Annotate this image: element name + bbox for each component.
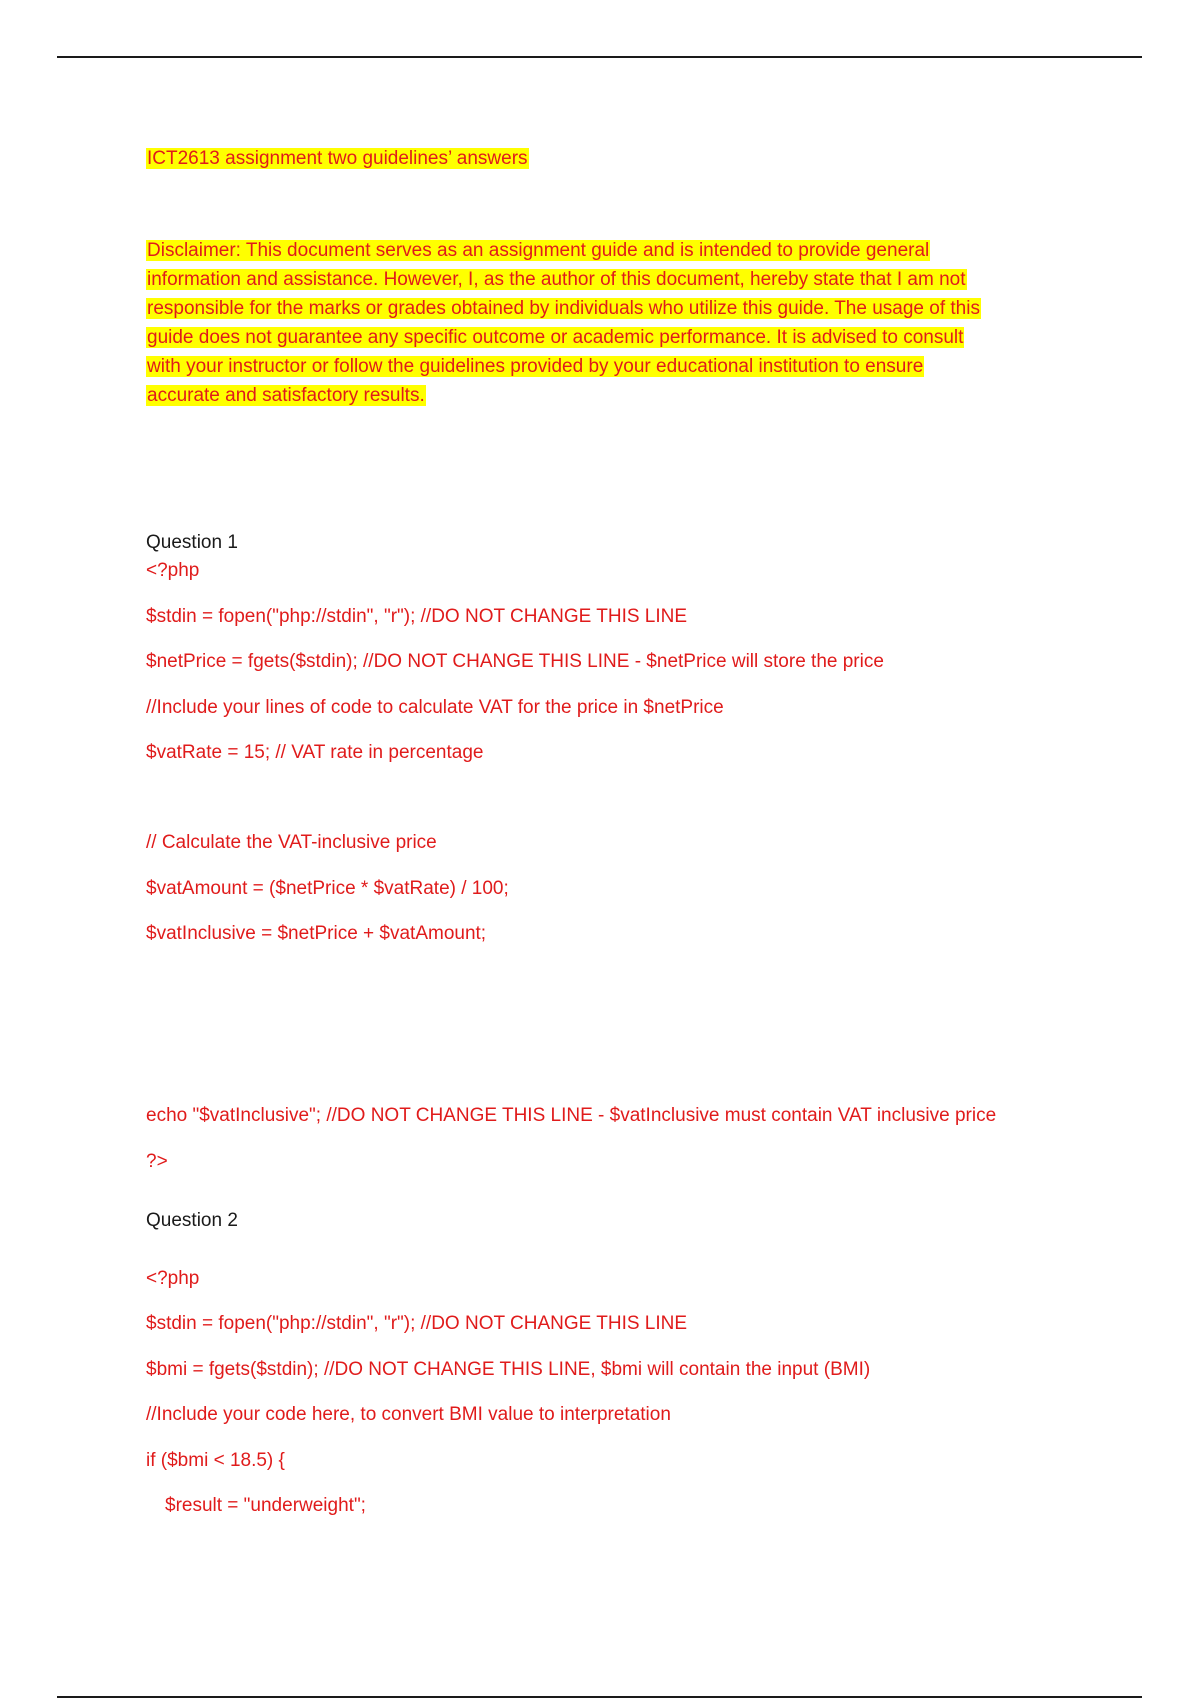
code-line: $result = "underweight"; <box>165 1495 366 1516</box>
code-line: // Calculate the VAT-inclusive price <box>146 832 437 853</box>
document-title <box>146 144 529 173</box>
code-line: ?> <box>146 1151 168 1172</box>
disclaimer-line <box>146 236 930 265</box>
code-line: //Include your code here, to convert BMI value to interpretation <box>146 1404 671 1425</box>
code-line: //Include your lines of code to calculate VAT for the price in $netPrice <box>146 697 724 718</box>
code-line: $vatAmount = ($netPrice * $vatRate) / 100; <box>146 878 509 899</box>
question-1-heading: Question 1 <box>146 532 238 553</box>
code-line: if ($bmi < 18.5) { <box>146 1450 285 1471</box>
code-line: $stdin = fopen("php://stdin", "r"); //DO NOT CHANGE THIS LINE <box>146 1313 688 1334</box>
header-rule <box>57 56 1142 58</box>
disclaimer-line-text: responsible for the marks or grades obtained by individuals who utilize this guide. The usage of this <box>147 298 980 319</box>
disclaimer-line-text: accurate and satisfactory results. <box>147 385 425 406</box>
code-line: $netPrice = fgets($stdin); //DO NOT CHANGE THIS LINE - $netPrice will store the price <box>146 651 884 672</box>
code-line: $stdin = fopen("php://stdin", "r"); //DO NOT CHANGE THIS LINE <box>146 606 688 627</box>
code-line: $vatRate = 15; // VAT rate in percentage <box>146 742 484 763</box>
code-line: <?php <box>146 1268 200 1289</box>
document-title-text: ICT2613 assignment two guidelines’ answers <box>147 148 528 169</box>
question-2-heading: Question 2 <box>146 1210 238 1231</box>
disclaimer-line-text: guide does not guarantee any specific outcome or academic performance. It is advised to consult <box>147 327 964 348</box>
disclaimer-line <box>146 352 924 381</box>
code-line: <?php <box>146 560 200 581</box>
disclaimer-line-text: Disclaimer: This document serves as an assignment guide and is intended to provide general <box>147 240 930 261</box>
code-line: $bmi = fgets($stdin); //DO NOT CHANGE THIS LINE, $bmi will contain the input (BMI) <box>146 1359 871 1380</box>
disclaimer-line <box>146 265 967 294</box>
disclaimer-line-text: information and assistance. However, I, as the author of this document, hereby state that I am not <box>147 269 966 290</box>
code-line: $vatInclusive = $netPrice + $vatAmount; <box>146 923 487 944</box>
disclaimer-line <box>146 294 981 323</box>
footer-rule <box>57 1696 1142 1698</box>
code-line: echo "$vatInclusive"; //DO NOT CHANGE THIS LINE - $vatInclusive must contain VAT inclusive price <box>146 1105 997 1126</box>
disclaimer-line <box>146 381 426 410</box>
disclaimer-line-text: with your instructor or follow the guidelines provided by your educational institution to ensure <box>147 356 924 377</box>
disclaimer-line <box>146 323 964 352</box>
